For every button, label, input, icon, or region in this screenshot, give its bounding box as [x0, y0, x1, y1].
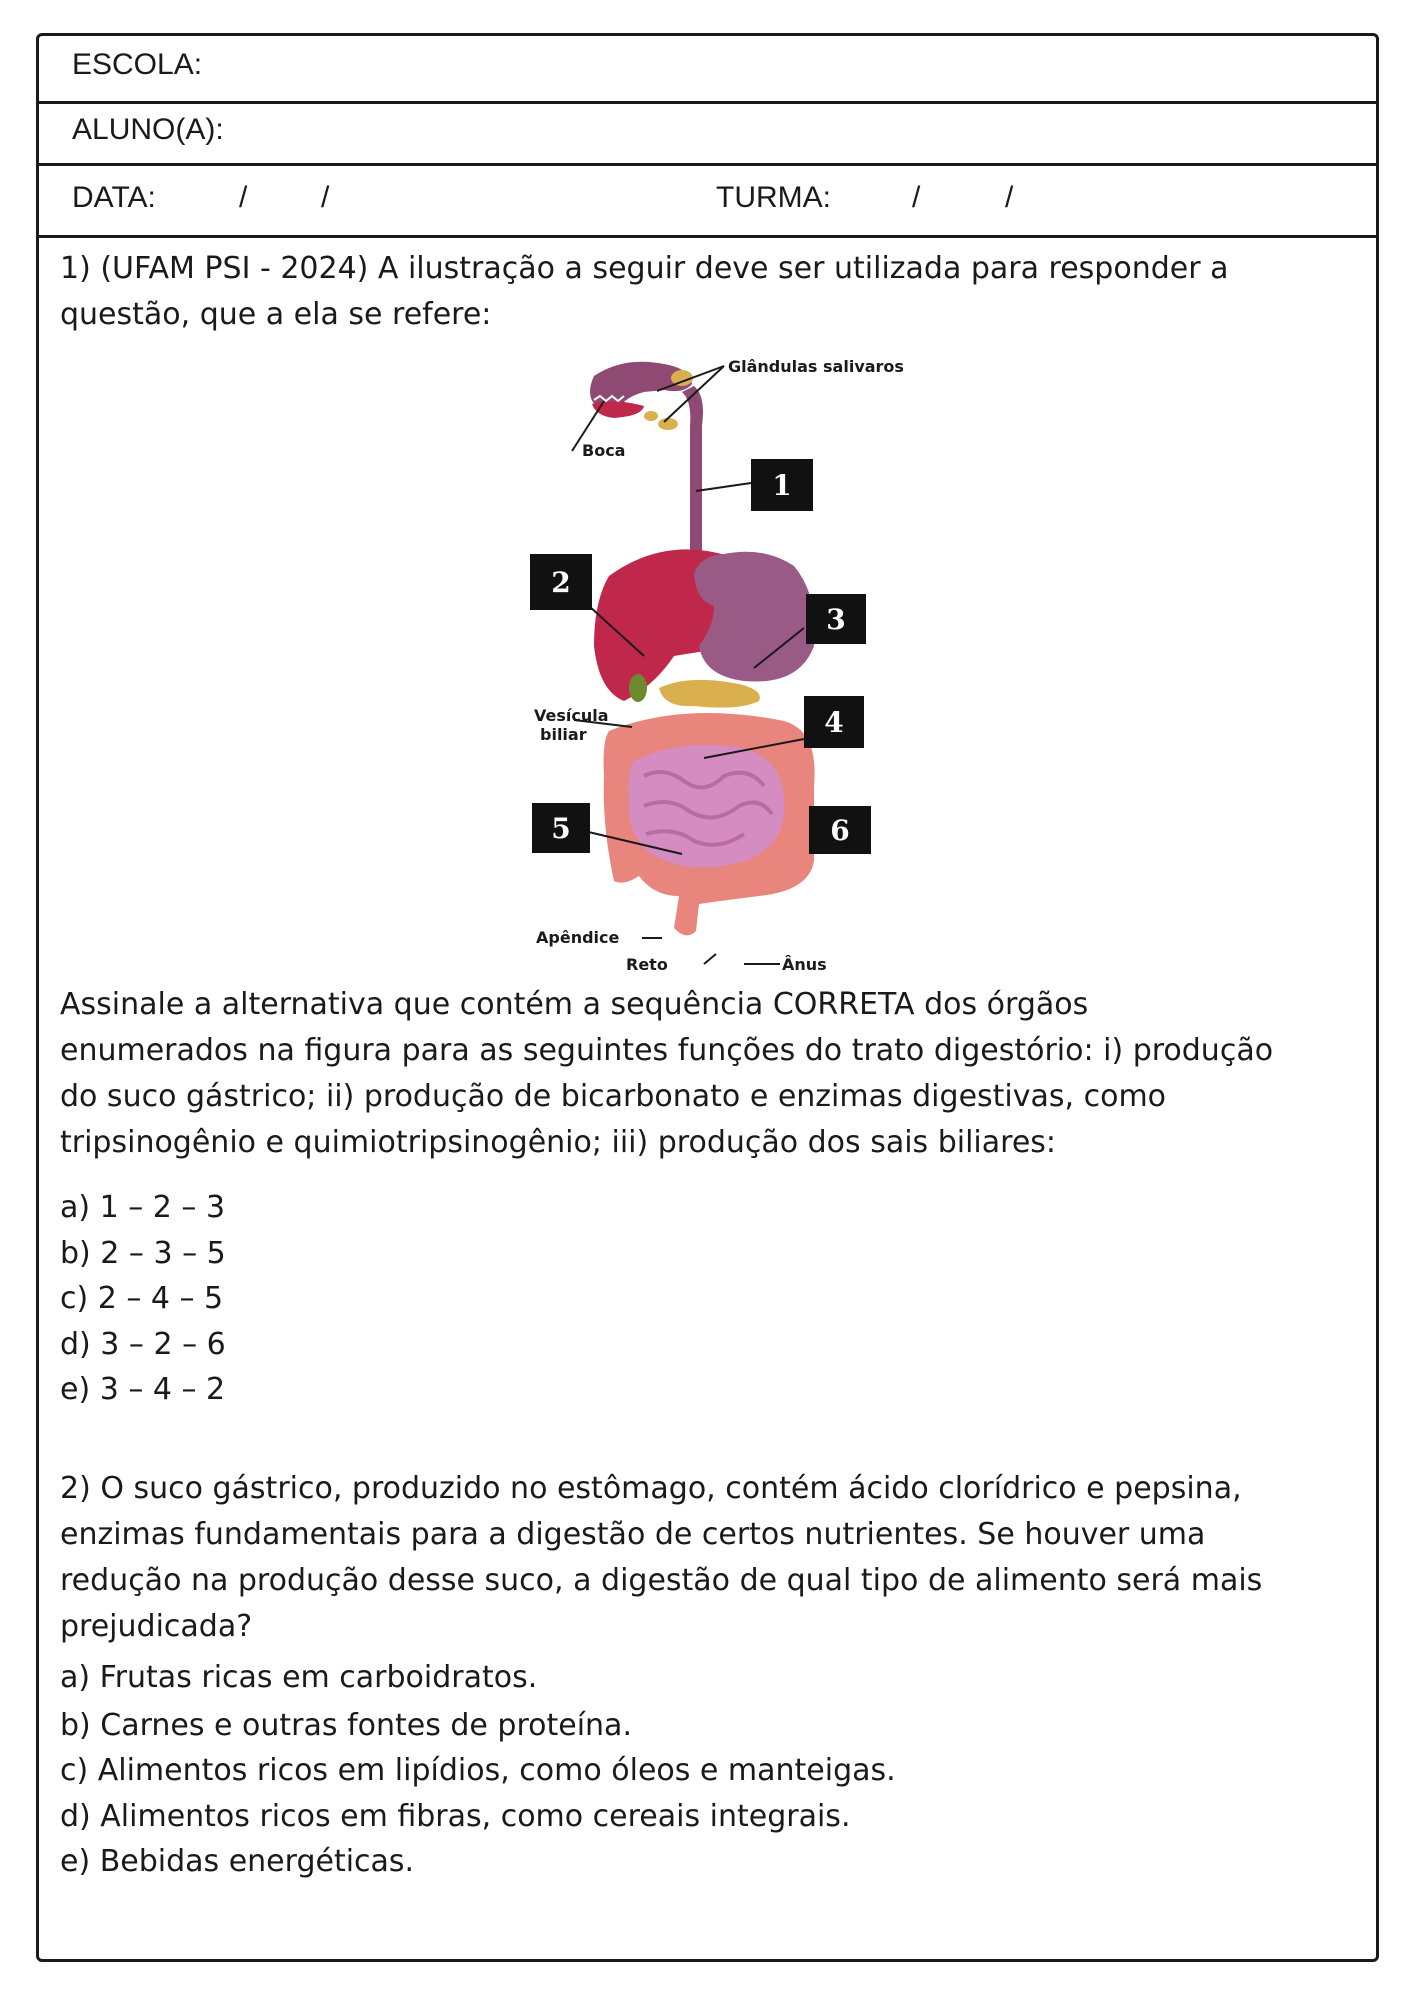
label-reto: Reto [626, 955, 668, 974]
worksheet [36, 33, 1379, 1962]
question-1-option-e[interactable]: e) 3 – 4 – 2 [60, 1372, 226, 1407]
number-label-6: 6 [830, 814, 850, 847]
escola-row [39, 36, 1376, 104]
question-1-option-a[interactable]: a) 1 – 2 – 3 [60, 1190, 226, 1225]
tongue-shape [592, 401, 644, 418]
question-1-option-d[interactable]: d) 3 – 2 – 6 [60, 1327, 226, 1362]
turma-slash-2: / [1005, 181, 1014, 214]
question-1-intro [60, 246, 1350, 338]
question-1-stem-line: Assinale a alternativa que contém a sequência CORRETA dos órgãos [60, 987, 1089, 1022]
data-turma-row [39, 166, 1376, 238]
question-1-option-c[interactable]: c) 2 – 4 – 5 [60, 1281, 224, 1316]
pancreas-shape [659, 680, 760, 708]
number-label-1: 1 [772, 469, 792, 502]
question-1-option-b[interactable]: b) 2 – 3 – 5 [60, 1236, 226, 1271]
question-2-option-a[interactable]: a) Frutas ricas em carboidratos. [60, 1660, 538, 1695]
aluno-row [39, 104, 1376, 166]
salivary-gland-shape [644, 411, 658, 421]
leader-line [696, 483, 751, 491]
question-2-stem-line: redução na produção desse suco, a digestão de qual tipo de alimento será mais [60, 1563, 1263, 1598]
number-label-3: 3 [826, 603, 846, 636]
label-glandulas: Glândulas salivaros [728, 357, 904, 376]
label-boca: Boca [582, 441, 626, 460]
question-2-option-c[interactable]: c) Alimentos ricos em lipídios, como óleos e manteigas. [60, 1753, 896, 1788]
question-2-option-b[interactable]: b) Carnes e outras fontes de proteína. [60, 1708, 632, 1743]
question-2-stem [60, 1466, 1350, 1650]
question-2-stem-line: prejudicada? [60, 1609, 253, 1644]
question-1-stem [60, 982, 1350, 1166]
number-label-5: 5 [551, 812, 571, 845]
turma-slash-1: / [912, 181, 921, 214]
gallbladder-shape [629, 674, 647, 702]
question-2-stem-line: enzimas fundamentais para a digestão de certos nutrientes. Se houver uma [60, 1517, 1206, 1552]
question-2-option-d[interactable]: d) Alimentos ricos em fibras, como cereais integrais. [60, 1799, 851, 1834]
number-label-2: 2 [551, 566, 571, 599]
label-vesicula: Vesícula [534, 706, 609, 725]
question-1-intro-line: 1) (UFAM PSI - 2024) A ilustração a seguir deve ser utilizada para responder a [60, 251, 1229, 286]
leader-line [704, 954, 716, 964]
turma-label: TURMA: [716, 181, 831, 214]
question-1-intro-line: questão, que a ela se refere: [60, 297, 492, 332]
escola-label: ESCOLA: [72, 48, 203, 81]
label-biliar: biliar [540, 725, 587, 744]
question-1-stem-line: enumerados na figura para as seguintes funções do trato digestório: i) produção [60, 1033, 1274, 1068]
question-1-stem-line: tripsinogênio e quimiotripsinogênio; iii) produção dos sais biliares: [60, 1125, 1057, 1160]
aluno-label: ALUNO(A): [72, 113, 224, 146]
salivary-gland-shape [658, 418, 678, 430]
digestive-system-figure [514, 356, 984, 976]
question-2-option-e[interactable]: e) Bebidas energéticas. [60, 1844, 415, 1879]
label-anus: Ânus [782, 955, 827, 974]
question-1-stem-line: do suco gástrico; ii) produção de bicarbonato e enzimas digestivas, como [60, 1079, 1167, 1114]
data-label: DATA: [72, 181, 156, 214]
question-2-stem-line: 2) O suco gástrico, produzido no estômago, contém ácido clorídrico e pepsina, [60, 1471, 1242, 1506]
label-apendice: Apêndice [536, 928, 620, 947]
data-slash-day: / [239, 181, 248, 214]
data-slash-month: / [321, 181, 330, 214]
number-label-4: 4 [824, 706, 844, 739]
